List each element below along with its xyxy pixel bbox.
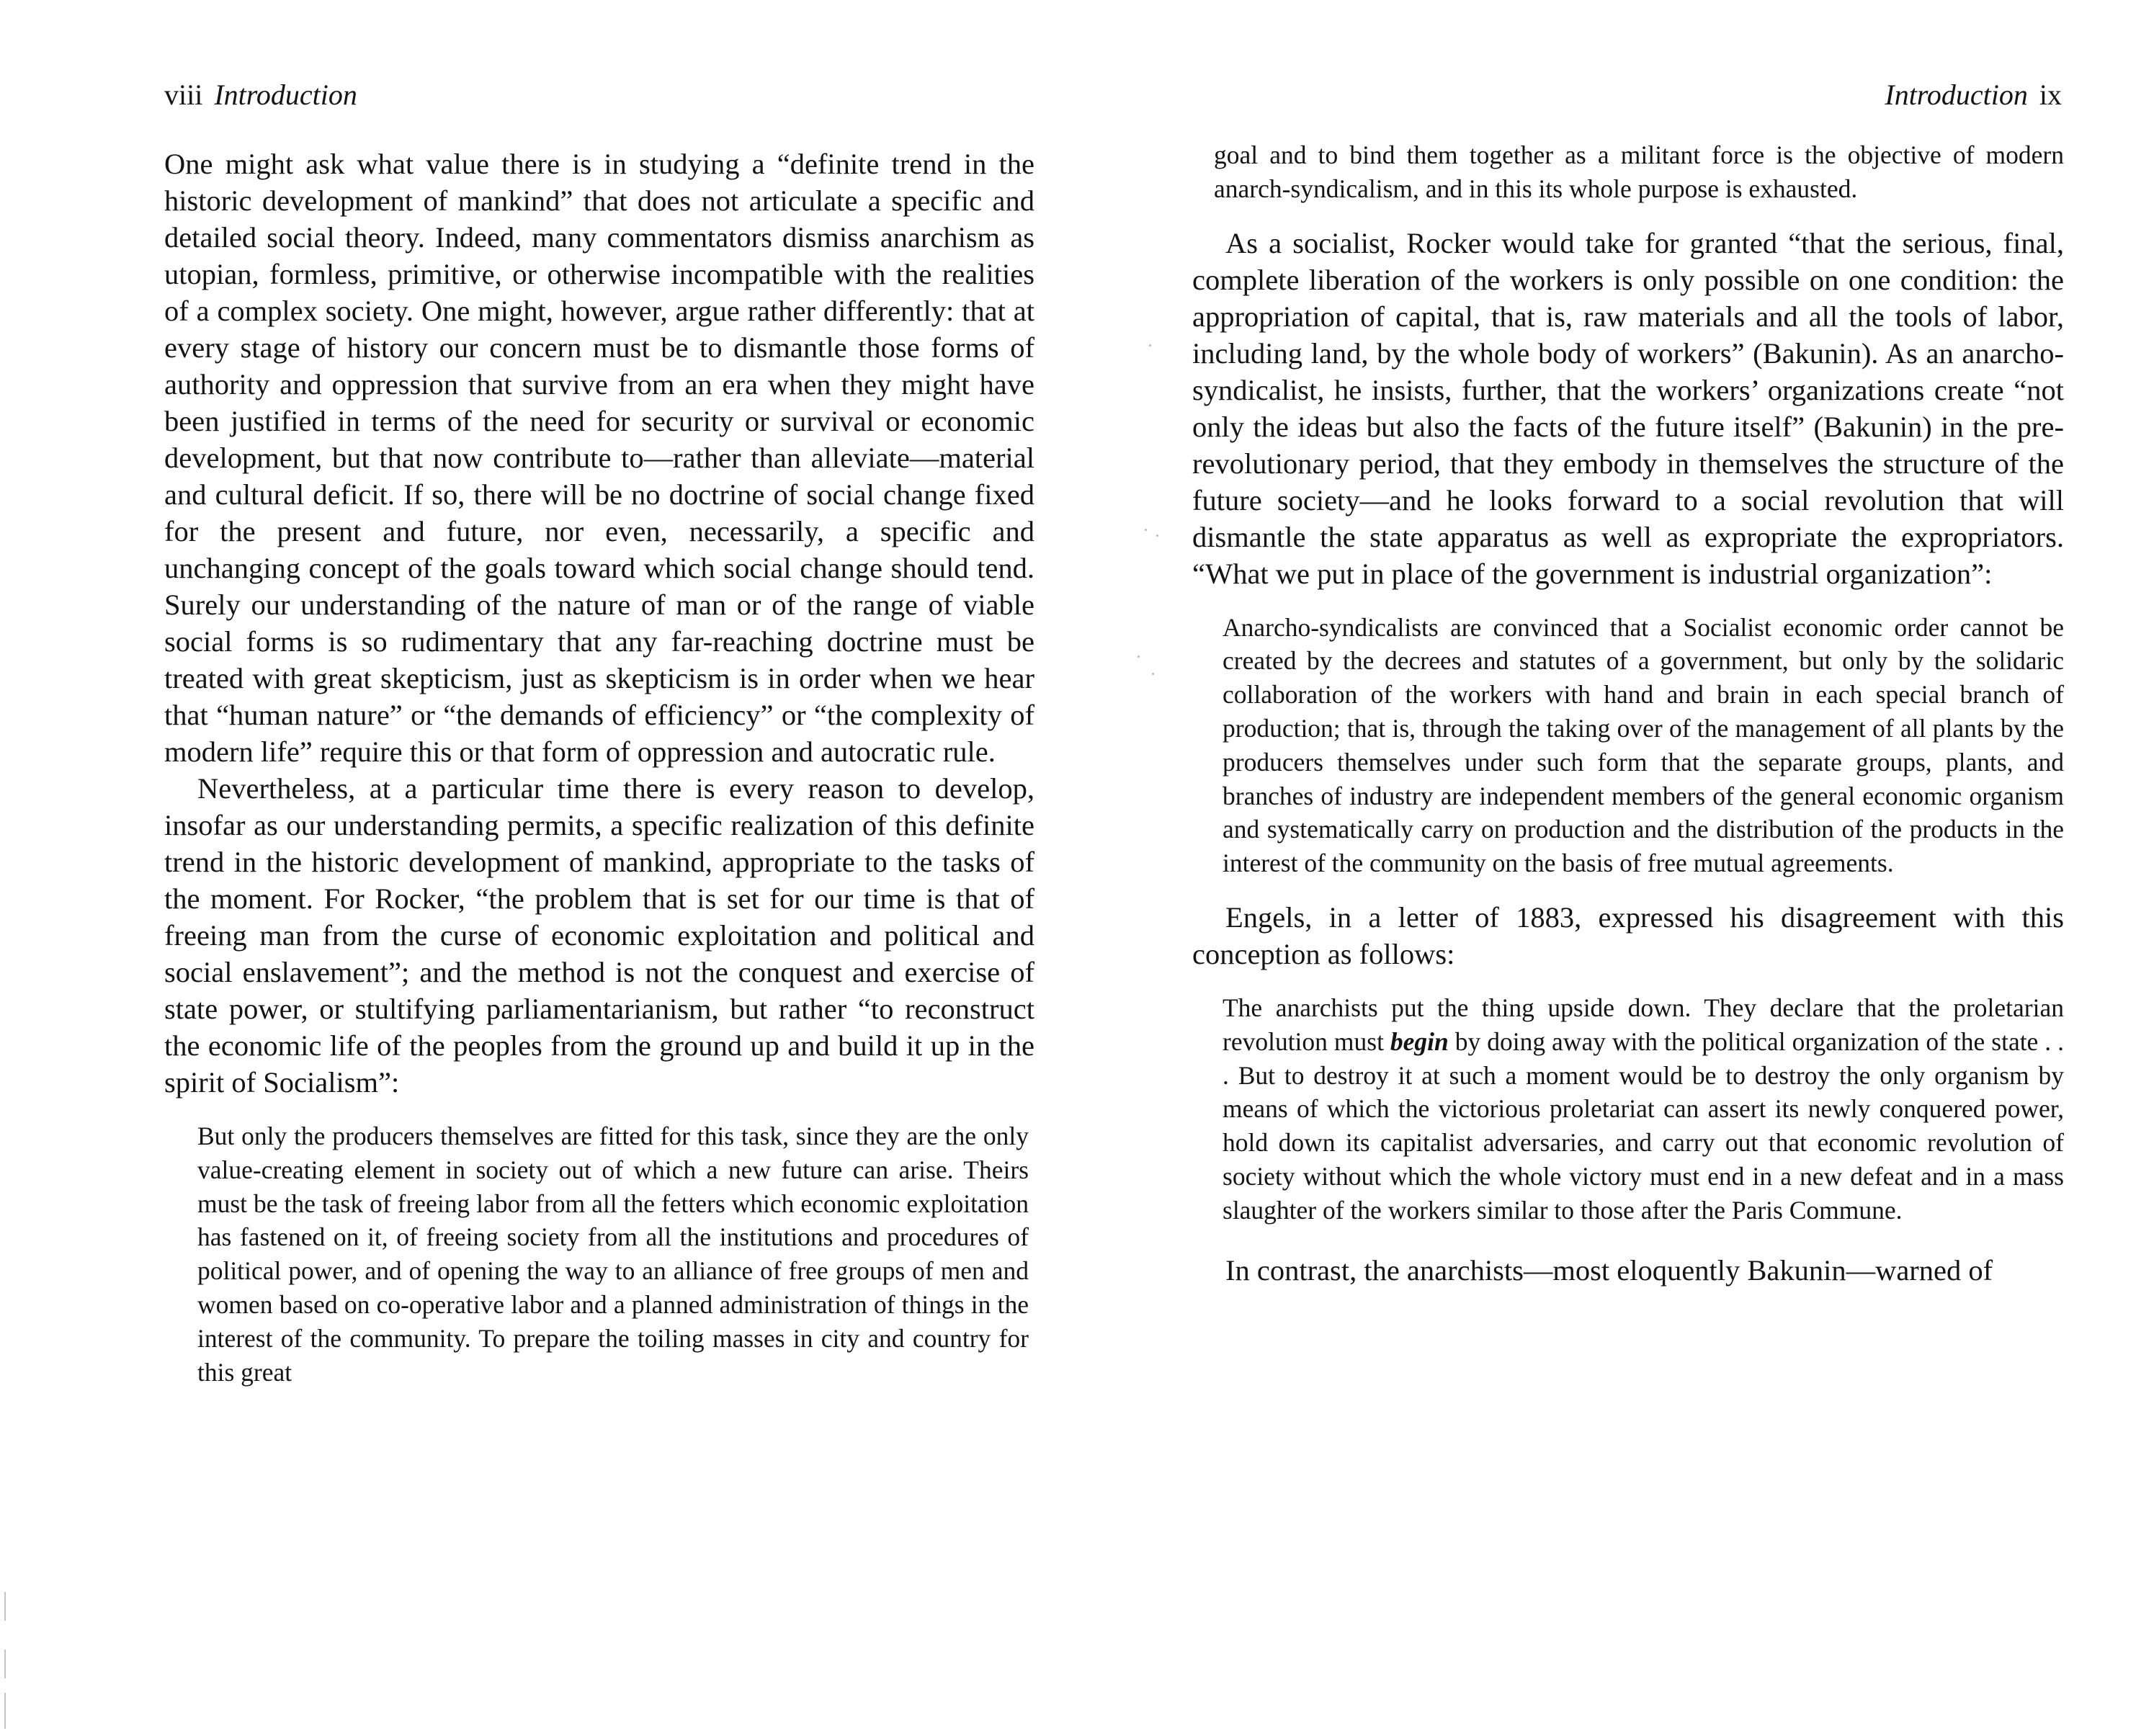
- right-page: [1077, 0, 2154, 1736]
- edge-mark: [4, 1592, 6, 1621]
- page-number: ix: [2039, 79, 2062, 111]
- left-running-head: [164, 78, 357, 112]
- emphasis-word: begin: [1390, 1026, 1449, 1056]
- running-title: Introduction: [1885, 79, 2028, 111]
- body-paragraph: One might ask what value there is in studying a “definite trend in the historic development of mankind” that does not articulate a specific and detailed social theory. Indeed, many commentators dismiss anarchism as utopian, formless, primitive, or otherwise incompatible with the realities of a complex society. One might, however, argue rather differently: that at every stage of history our concern must be to dismantle those forms of authority and oppression that survive from an era when they might have been justified in terms of the need for security or survival or economic development, but that now contribute to—rather than alleviate—material and cultural deficit. If so, there will be no doctrine of social change fixed for the present and future, nor even, necessarily, a specific and unchanging concept of the goals toward which social change should tend. Surely our understanding of the nature of man or of the range of viable social forms is so rudimentary that any far-reaching doctrine must be treated with great skepticism, just as skepticism is in order when we hear that “human nature” or “the demands of efficiency” or “the complexity of modern life” require this or that form of oppression and autocratic rule.: [164, 148, 1034, 768]
- right-text-column: [1192, 138, 2064, 1289]
- block-quote: The anarchists put the thing upside down. They declare that the proletarian revolution must begin by doing away with the political organization of the state . . . But to destroy it at such a moment would be to destroy the only organism by means of which the victorious proletariat can assert its newly conquered power, hold down its capitalist adversaries, and carry out that economic revolution of society without which the whole victory must end in a new defeat and in a mass slaughter of the workers similar to those after the Paris Commune.: [1223, 993, 2065, 1225]
- body-paragraph: In contrast, the anarchists—most eloquently Bakunin—warned of: [1225, 1253, 1993, 1287]
- scan-speck: [1145, 529, 1147, 531]
- running-title: Introduction: [214, 79, 357, 111]
- block-quote: But only the producers themselves are fitted for this task, since they are the only value-creating element in society out of which a new future can arise. Theirs must be the task of freeing labor from all the fetters which economic exploitation has fastened on it, of freeing society from all the institutions and procedures of political power, and of opening the way to an alliance of free groups of men and women based on co-operative labor and a planned administration of things in the interest of the community. To prepare the toiling masses in city and country for this great: [197, 1122, 1029, 1387]
- page-number: viii: [164, 79, 203, 111]
- body-paragraph: As a socialist, Rocker would take for granted “that the serious, final, complete liberation of the workers is only possible on one condition: the appropriation of capital, that is, raw materials and all the tools of labor, including land, by the whole body of workers” (Bakunin). As an anarcho-syndicalist, he insists, further, that the workers’ organizations create “not only the ideas but also the facts of the future itself” (Bakunin) in the pre-revolutionary period, that they embody in themselves the structure of the future society—and he looks forward to a social revolution that will dismantle the state apparatus as well as expropriate the expropriators. “What we put in place of the government is industrial organization”:: [1192, 226, 2064, 590]
- left-text-column: [164, 146, 1034, 1389]
- edge-mark: [4, 1693, 6, 1729]
- scan-speck: [1149, 344, 1151, 346]
- scan-speck: [1156, 534, 1158, 537]
- right-running-head: [1885, 78, 2062, 112]
- body-paragraph: Engels, in a letter of 1883, expressed his disagreement with this conception as follows:: [1192, 900, 2064, 970]
- scan-speck: [1138, 656, 1140, 658]
- edge-mark: [4, 1650, 6, 1678]
- block-quote-continuation: goal and to bind them together as a militant force is the objective of modern anarch-syndicalism, and in this its whole purpose is exhausted.: [1214, 140, 2064, 203]
- scan-speck: [1152, 673, 1154, 675]
- body-paragraph: Nevertheless, at a particular time there is every reason to develop, insofar as our understanding permits, a specific realization of this definite trend in the historic development of mankind, appropriate to the tasks of the moment. For Rocker, “the problem that is set for our time is that of freeing man from the curse of economic exploitation and political and social enslavement”; and the method is not the conquest and exercise of state power, or stultifying parliamentarianism, but rather “to reconstruct the economic life of the peoples from the ground up and build it up in the spirit of Socialism”:: [164, 772, 1034, 1099]
- block-quote: Anarcho-syndicalists are convinced that a Socialist economic order cannot be created by the decrees and statutes of a government, but only by the solidaric collaboration of the workers with hand and brain in each special branch of production; that is, through the taking over of the management of all plants by the producers themselves under such form that the separate groups, plants, and branches of industry are independent members of the general economic organism and systematically carry on production and the distribution of the products in the interest of the community on the basis of free mutual agreements.: [1223, 612, 2064, 878]
